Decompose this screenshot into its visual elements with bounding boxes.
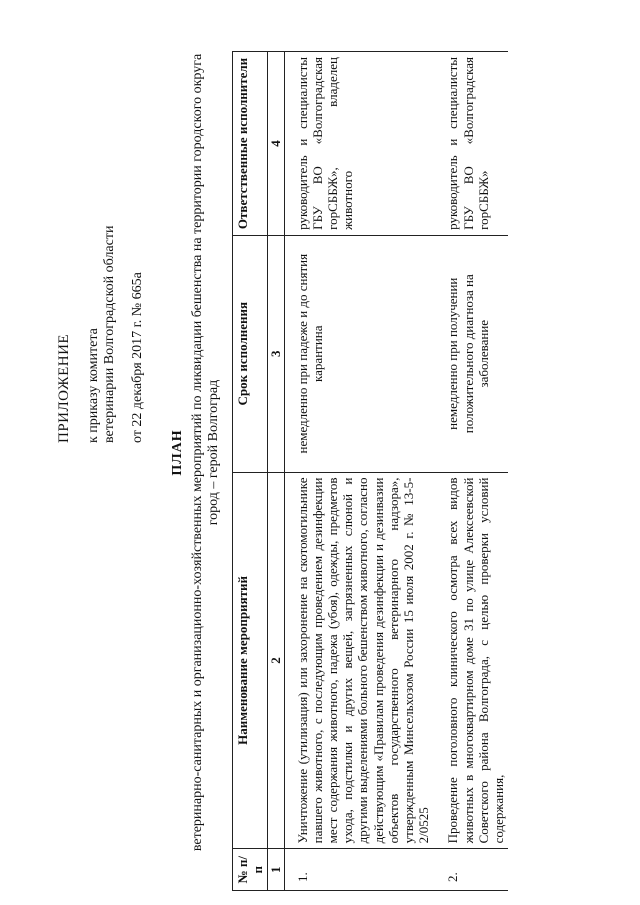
column-number-3: 3: [268, 235, 284, 472]
plan-title: ПЛАН: [170, 429, 185, 476]
appendix-line-2: ветеринарии Волгоградской области: [102, 225, 117, 443]
header-responsible: Ответственные исполнители: [233, 52, 268, 236]
row-action: Уничтожение (утилизация) или захоронение на скотомогильнике павшего животного, с последующим проведением дезинфекции мест содержания животного, падежа (убоя), одежды, предметов ухода, подстилки и других вещей, загрязненных слюной и другими выделениями больного бешенством животного, согласно действующим «Правилам проведения дезинфекции и дезинвазии объектов государственного ветеринарного надзора», утвержденным Минсельхозом России 15 июля 2002 г. № 13-5-2/0525: [284, 472, 433, 849]
plan-table: [232, 51, 509, 891]
row-number: 1.: [284, 849, 433, 891]
column-number-1: 1: [268, 849, 284, 891]
column-number-row: [268, 52, 284, 891]
row-term: немедленно при получении положительного диагноза на заболевание: [433, 235, 508, 472]
appendix-line-1: к приказу комитета: [86, 328, 101, 443]
column-number-4: 4: [268, 52, 284, 236]
appendix-date: от 22 декабря 2017 г. № 665а: [130, 272, 145, 443]
row-responsible: руководитель и специалисты ГБУ ВО «Волгоградская горСББЖ», владелец животного: [284, 52, 433, 236]
appendix-title: ПРИЛОЖЕНИЕ: [56, 333, 72, 443]
header-number: № п/п: [233, 849, 268, 891]
row-responsible: руководитель и специалисты ГБУ ВО «Волгоградская горСББЖ»: [433, 52, 508, 236]
column-number-2: 2: [268, 472, 284, 849]
header-action: Наименование мероприятий: [233, 472, 268, 849]
header-term: Срок исполнения: [233, 235, 268, 472]
table-row: [433, 52, 508, 891]
row-term: немедленно при падеже и до снятия карантина: [284, 235, 433, 472]
table-header-row: [233, 52, 268, 891]
table-row: [284, 52, 433, 891]
row-number: 2.: [433, 849, 508, 891]
row-action: Проведение поголовного клинического осмотра всех видов животных в многоквартирном доме 31 по улице Алексеевской Советского района Волгограда, с целью проверки условий содержания,: [433, 472, 508, 849]
appendix-block: [56, 23, 146, 443]
plan-subtitle: ветеринарно-санитарных и организационно-хозяйственных мероприятий по ликвидации бешенства на территории городского округа город – герой Волгоград: [190, 53, 221, 852]
